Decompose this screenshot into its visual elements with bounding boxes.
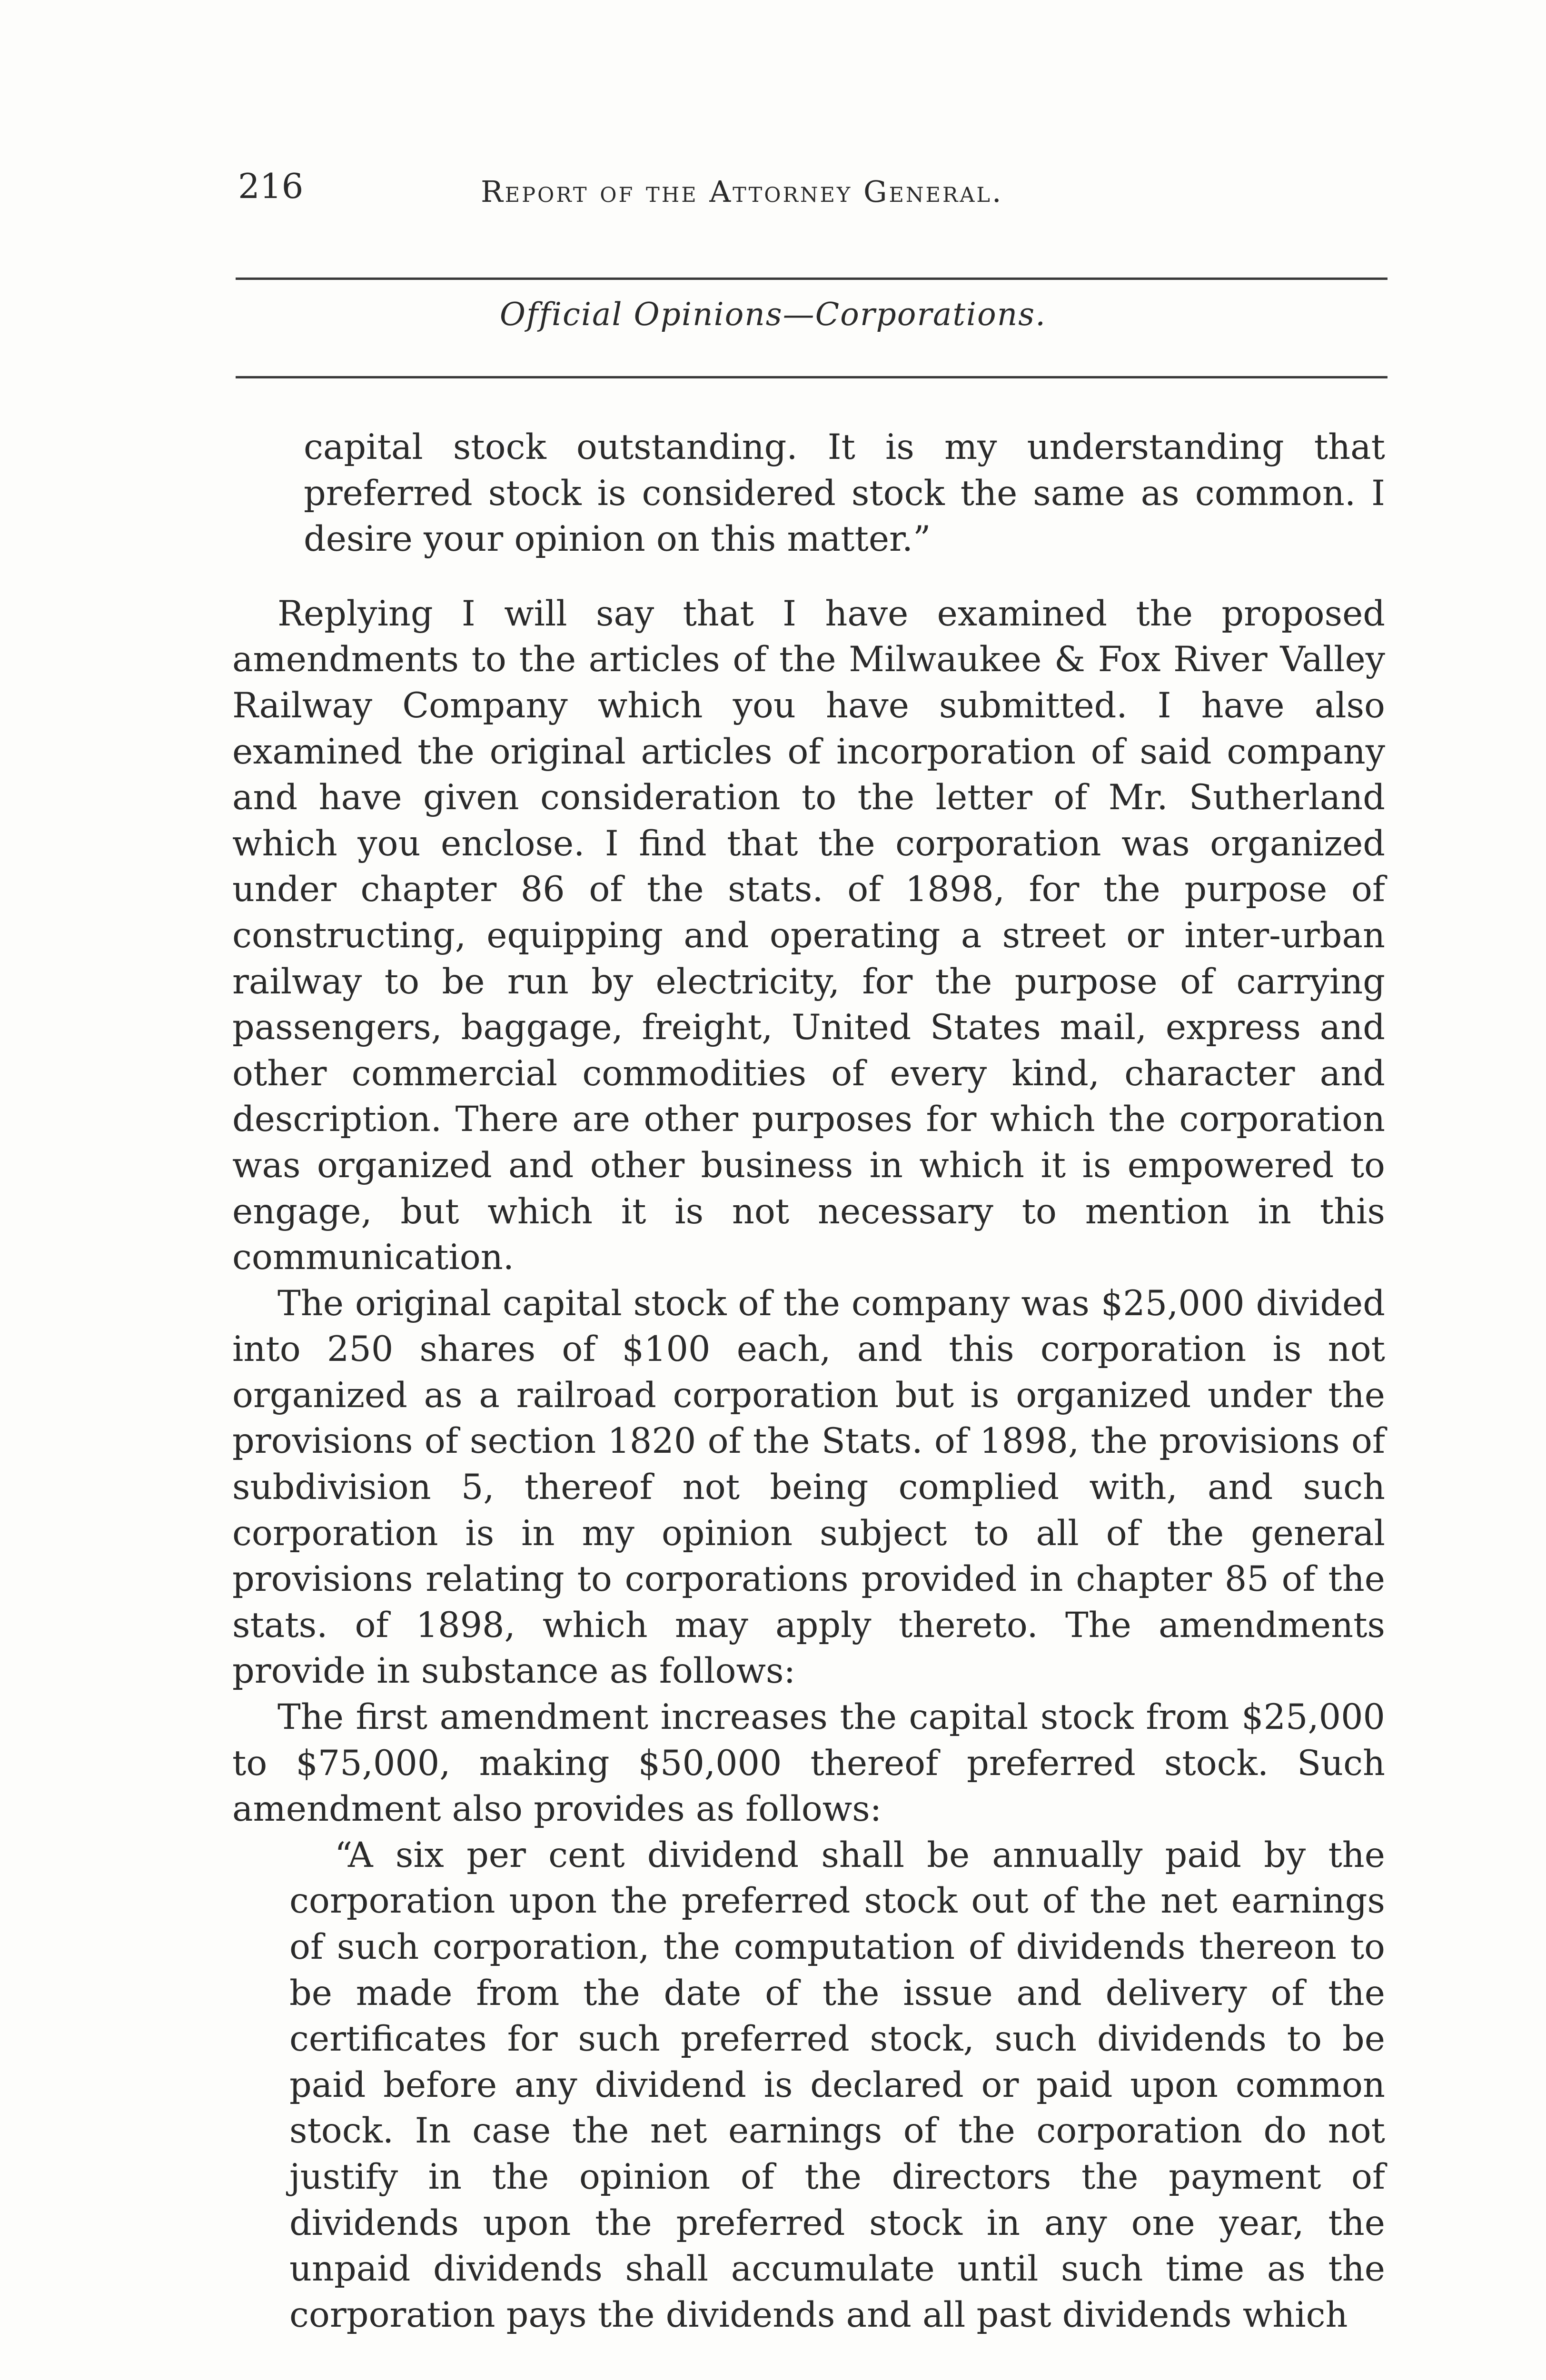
header-rule-bottom: [236, 376, 1387, 378]
quotation-text: “A six per cent dividend shall be annually paid by the corporation upon the preferred stock out of the net earnings of such corporation, the computation of dividends thereon to be made from the date of the issue and delivery of the certificates for such preferred stock, such dividends to be paid before any dividend is declared or paid upon common stock. In case the net earnings of the corporation do not justify in the opinion of the directors the payment of dividends upon the preferred stock in any one year, the unpaid dividends shall accumulate until such time as the corporation pays the dividends and all past dividends which: [289, 1835, 1385, 2335]
page-number: 216: [238, 166, 304, 206]
header-rule-top: [236, 278, 1387, 280]
quotation-block: [232, 1833, 1385, 2339]
section-title: Official Opinions—Corporations.: [499, 296, 1047, 333]
paragraph-capital-stock: The original capital stock of the company was $25,000 divided into 250 shares of $100 each, and this corporation is not organized as a railroad corporation but is organized under the provisions of section 1820 of the Stats. of 1898, the provisions of subdivision 5, thereof not being complied with, and such corporation is in my opinion subject to all of the general provisions relating to corporations provided in chapter 85 of the stats. of 1898, which may apply thereto. The amendments provide in substance as follows:: [232, 1283, 1385, 1692]
body-text: [232, 425, 1385, 2338]
continued-paragraph: capital stock outstanding. It is my understanding that preferred stock is considered stock the same as common. I desire your opinion on this matter.”: [304, 427, 1385, 560]
running-title: Report of the Attorney General.: [481, 174, 1003, 209]
paragraph-reply: Replying I will say that I have examined the proposed amendments to the articles of the Milwaukee & Fox River Valley Railway Company which you have submitted. I have also examined the original articles of incorporation of said company and have given consideration to the letter of Mr. Sutherland which you enclose. I find that the corporation was organized under chapter 86 of the stats. of 1898, for the purpose of constructing, equipping and operating a street or inter-urban railway to be run by electricity, for the purpose of carrying passengers, baggage, freight, United States mail, express and other commercial commodities of every kind, character and description. There are other purposes for which the corporation was organized and other business in which it is empowered to engage, but which it is not necessary to mention in this communication.: [232, 593, 1385, 1278]
paragraph-first-amendment: The first amendment increases the capital stock from $25,000 to $75,000, making $50,000 thereof preferred stock. Such amendment also provides as follows:: [232, 1697, 1385, 1830]
